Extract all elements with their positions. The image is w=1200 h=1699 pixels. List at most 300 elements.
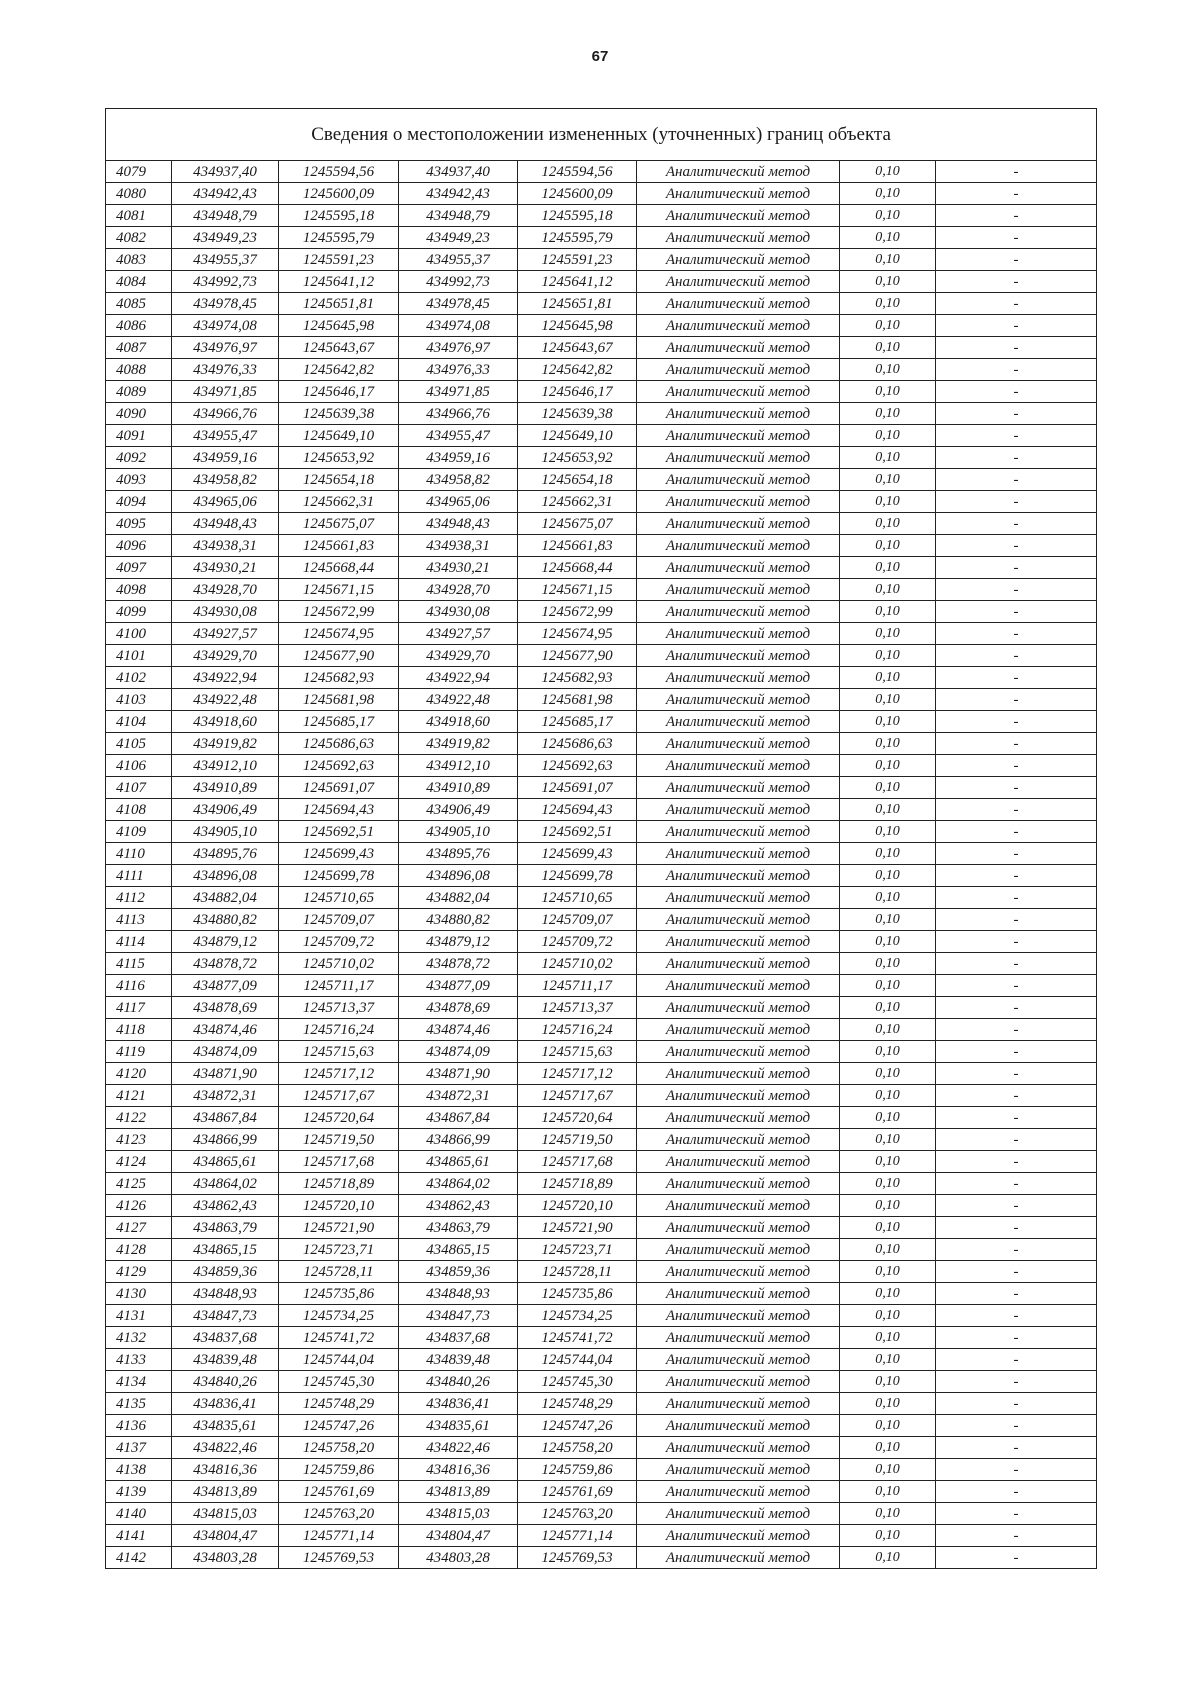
y-new-cell: 1245677,90 [518,645,637,667]
description-cell: - [936,293,1097,315]
precision-cell: 0,10 [840,1481,936,1503]
point-number-cell: 4089 [106,381,172,403]
x-old-cell: 434978,45 [172,293,279,315]
table-title-row [106,109,1097,161]
x-new-cell: 434938,31 [399,535,518,557]
method-cell: Аналитический метод [637,1327,840,1349]
description-cell: - [936,359,1097,381]
method-cell: Аналитический метод [637,865,840,887]
method-cell: Аналитический метод [637,953,840,975]
y-new-cell: 1245645,98 [518,315,637,337]
point-number-cell: 4099 [106,601,172,623]
precision-cell: 0,10 [840,183,936,205]
precision-cell: 0,10 [840,535,936,557]
description-cell: - [936,1129,1097,1151]
table-row [106,645,1097,667]
y-old-cell: 1245662,31 [279,491,399,513]
description-cell: - [936,1107,1097,1129]
point-number-cell: 4131 [106,1305,172,1327]
precision-cell: 0,10 [840,1107,936,1129]
table-row [106,755,1097,777]
description-cell: - [936,1547,1097,1569]
x-old-cell: 434976,97 [172,337,279,359]
method-cell: Аналитический метод [637,909,840,931]
y-old-cell: 1245763,20 [279,1503,399,1525]
y-new-cell: 1245758,20 [518,1437,637,1459]
point-number-cell: 4084 [106,271,172,293]
description-cell: - [936,975,1097,997]
point-number-cell: 4132 [106,1327,172,1349]
y-old-cell: 1245692,63 [279,755,399,777]
point-number-cell: 4101 [106,645,172,667]
method-cell: Аналитический метод [637,733,840,755]
y-old-cell: 1245595,18 [279,205,399,227]
method-cell: Аналитический метод [637,1393,840,1415]
x-old-cell: 434836,41 [172,1393,279,1415]
x-old-cell: 434971,85 [172,381,279,403]
x-old-cell: 434813,89 [172,1481,279,1503]
precision-cell: 0,10 [840,1041,936,1063]
precision-cell: 0,10 [840,1283,936,1305]
point-number-cell: 4129 [106,1261,172,1283]
table-row [106,249,1097,271]
precision-cell: 0,10 [840,469,936,491]
x-new-cell: 434878,72 [399,953,518,975]
description-cell: - [936,1019,1097,1041]
description-cell: - [936,447,1097,469]
x-old-cell: 434955,47 [172,425,279,447]
description-cell: - [936,1371,1097,1393]
y-new-cell: 1245675,07 [518,513,637,535]
y-new-cell: 1245715,63 [518,1041,637,1063]
x-new-cell: 434871,90 [399,1063,518,1085]
table-row [106,161,1097,183]
y-old-cell: 1245717,12 [279,1063,399,1085]
table-row [106,1547,1097,1569]
table-row [106,601,1097,623]
y-new-cell: 1245720,64 [518,1107,637,1129]
x-new-cell: 434959,16 [399,447,518,469]
description-cell: - [936,1217,1097,1239]
description-cell: - [936,601,1097,623]
method-cell: Аналитический метод [637,535,840,557]
precision-cell: 0,10 [840,623,936,645]
method-cell: Аналитический метод [637,359,840,381]
method-cell: Аналитический метод [637,1129,840,1151]
x-old-cell: 434906,49 [172,799,279,821]
method-cell: Аналитический метод [637,1525,840,1547]
method-cell: Аналитический метод [637,887,840,909]
y-old-cell: 1245686,63 [279,733,399,755]
description-cell: - [936,1173,1097,1195]
method-cell: Аналитический метод [637,1547,840,1569]
y-new-cell: 1245694,43 [518,799,637,821]
point-number-cell: 4100 [106,623,172,645]
point-number-cell: 4128 [106,1239,172,1261]
method-cell: Аналитический метод [637,403,840,425]
x-new-cell: 434976,33 [399,359,518,381]
method-cell: Аналитический метод [637,1437,840,1459]
precision-cell: 0,10 [840,1327,936,1349]
precision-cell: 0,10 [840,1437,936,1459]
point-number-cell: 4140 [106,1503,172,1525]
description-cell: - [936,887,1097,909]
y-old-cell: 1245709,07 [279,909,399,931]
x-new-cell: 434864,02 [399,1173,518,1195]
x-old-cell: 434878,69 [172,997,279,1019]
table-row [106,1393,1097,1415]
description-cell: - [936,865,1097,887]
y-new-cell: 1245672,99 [518,601,637,623]
y-old-cell: 1245595,79 [279,227,399,249]
y-new-cell: 1245747,26 [518,1415,637,1437]
method-cell: Аналитический метод [637,1503,840,1525]
point-number-cell: 4130 [106,1283,172,1305]
precision-cell: 0,10 [840,1371,936,1393]
x-old-cell: 434803,28 [172,1547,279,1569]
x-old-cell: 434948,43 [172,513,279,535]
table-row [106,425,1097,447]
method-cell: Аналитический метод [637,513,840,535]
table-row [106,865,1097,887]
x-new-cell: 434872,31 [399,1085,518,1107]
y-new-cell: 1245771,14 [518,1525,637,1547]
y-old-cell: 1245651,81 [279,293,399,315]
method-cell: Аналитический метод [637,667,840,689]
method-cell: Аналитический метод [637,1041,840,1063]
precision-cell: 0,10 [840,315,936,337]
description-cell: - [936,997,1097,1019]
point-number-cell: 4139 [106,1481,172,1503]
method-cell: Аналитический метод [637,601,840,623]
x-old-cell: 434816,36 [172,1459,279,1481]
y-old-cell: 1245681,98 [279,689,399,711]
table-row [106,1503,1097,1525]
method-cell: Аналитический метод [637,315,840,337]
description-cell: - [936,1437,1097,1459]
y-new-cell: 1245717,12 [518,1063,637,1085]
point-number-cell: 4094 [106,491,172,513]
method-cell: Аналитический метод [637,469,840,491]
precision-cell: 0,10 [840,1195,936,1217]
point-number-cell: 4095 [106,513,172,535]
table-row [106,205,1097,227]
y-old-cell: 1245674,95 [279,623,399,645]
x-new-cell: 434865,61 [399,1151,518,1173]
precision-cell: 0,10 [840,359,936,381]
description-cell: - [936,315,1097,337]
table-row [106,227,1097,249]
x-new-cell: 434919,82 [399,733,518,755]
x-new-cell: 434922,48 [399,689,518,711]
x-old-cell: 434922,94 [172,667,279,689]
x-new-cell: 434878,69 [399,997,518,1019]
y-old-cell: 1245675,07 [279,513,399,535]
y-new-cell: 1245720,10 [518,1195,637,1217]
x-new-cell: 434837,68 [399,1327,518,1349]
table-row [106,1239,1097,1261]
x-old-cell: 434862,43 [172,1195,279,1217]
description-cell: - [936,1525,1097,1547]
description-cell: - [936,821,1097,843]
x-new-cell: 434948,43 [399,513,518,535]
y-old-cell: 1245646,17 [279,381,399,403]
method-cell: Аналитический метод [637,447,840,469]
method-cell: Аналитический метод [637,1459,840,1481]
method-cell: Аналитический метод [637,1195,840,1217]
y-new-cell: 1245745,30 [518,1371,637,1393]
point-number-cell: 4103 [106,689,172,711]
table-row [106,293,1097,315]
x-old-cell: 434863,79 [172,1217,279,1239]
point-number-cell: 4113 [106,909,172,931]
table-row [106,1129,1097,1151]
x-new-cell: 434922,94 [399,667,518,689]
y-new-cell: 1245716,24 [518,1019,637,1041]
method-cell: Аналитический метод [637,1151,840,1173]
x-new-cell: 434815,03 [399,1503,518,1525]
y-old-cell: 1245745,30 [279,1371,399,1393]
y-old-cell: 1245747,26 [279,1415,399,1437]
y-old-cell: 1245710,65 [279,887,399,909]
boundary-coordinates-table [105,108,1097,1569]
x-old-cell: 434878,72 [172,953,279,975]
point-number-cell: 4088 [106,359,172,381]
table-row [106,513,1097,535]
point-number-cell: 4081 [106,205,172,227]
method-cell: Аналитический метод [637,1239,840,1261]
precision-cell: 0,10 [840,161,936,183]
y-old-cell: 1245769,53 [279,1547,399,1569]
y-new-cell: 1245685,17 [518,711,637,733]
x-new-cell: 434816,36 [399,1459,518,1481]
description-cell: - [936,1349,1097,1371]
y-old-cell: 1245691,07 [279,777,399,799]
method-cell: Аналитический метод [637,1261,840,1283]
table-row [106,315,1097,337]
y-new-cell: 1245759,86 [518,1459,637,1481]
y-old-cell: 1245682,93 [279,667,399,689]
description-cell: - [936,623,1097,645]
table-row [106,1459,1097,1481]
x-new-cell: 434859,36 [399,1261,518,1283]
y-new-cell: 1245717,67 [518,1085,637,1107]
description-cell: - [936,469,1097,491]
y-old-cell: 1245716,24 [279,1019,399,1041]
precision-cell: 0,10 [840,667,936,689]
table-row [106,491,1097,513]
x-old-cell: 434840,26 [172,1371,279,1393]
table-row [106,777,1097,799]
description-cell: - [936,381,1097,403]
point-number-cell: 4102 [106,667,172,689]
y-old-cell: 1245641,12 [279,271,399,293]
point-number-cell: 4091 [106,425,172,447]
table-row [106,271,1097,293]
precision-cell: 0,10 [840,887,936,909]
y-old-cell: 1245717,68 [279,1151,399,1173]
y-new-cell: 1245639,38 [518,403,637,425]
x-new-cell: 434867,84 [399,1107,518,1129]
point-number-cell: 4086 [106,315,172,337]
method-cell: Аналитический метод [637,1283,840,1305]
y-old-cell: 1245741,72 [279,1327,399,1349]
x-new-cell: 434874,09 [399,1041,518,1063]
y-old-cell: 1245728,11 [279,1261,399,1283]
y-old-cell: 1245735,86 [279,1283,399,1305]
point-number-cell: 4096 [106,535,172,557]
table-row [106,733,1097,755]
y-new-cell: 1245591,23 [518,249,637,271]
x-new-cell: 434965,06 [399,491,518,513]
precision-cell: 0,10 [840,337,936,359]
x-new-cell: 434866,99 [399,1129,518,1151]
precision-cell: 0,10 [840,1217,936,1239]
y-new-cell: 1245711,17 [518,975,637,997]
precision-cell: 0,10 [840,1239,936,1261]
y-old-cell: 1245771,14 [279,1525,399,1547]
x-old-cell: 434879,12 [172,931,279,953]
table-row [106,1019,1097,1041]
description-cell: - [936,777,1097,799]
table-row [106,1305,1097,1327]
y-new-cell: 1245709,07 [518,909,637,931]
y-new-cell: 1245710,02 [518,953,637,975]
x-new-cell: 434879,12 [399,931,518,953]
x-old-cell: 434976,33 [172,359,279,381]
y-old-cell: 1245748,29 [279,1393,399,1415]
x-old-cell: 434930,21 [172,557,279,579]
precision-cell: 0,10 [840,513,936,535]
table-row [106,1525,1097,1547]
description-cell: - [936,161,1097,183]
x-new-cell: 434813,89 [399,1481,518,1503]
y-new-cell: 1245682,93 [518,667,637,689]
y-old-cell: 1245672,99 [279,601,399,623]
x-new-cell: 434836,41 [399,1393,518,1415]
table-row [106,1151,1097,1173]
x-new-cell: 434905,10 [399,821,518,843]
table-row [106,403,1097,425]
table-row [106,843,1097,865]
point-number-cell: 4118 [106,1019,172,1041]
x-old-cell: 434835,61 [172,1415,279,1437]
method-cell: Аналитический метод [637,579,840,601]
x-old-cell: 434847,73 [172,1305,279,1327]
description-cell: - [936,1063,1097,1085]
description-cell: - [936,1151,1097,1173]
method-cell: Аналитический метод [637,337,840,359]
x-old-cell: 434948,79 [172,205,279,227]
x-new-cell: 434974,08 [399,315,518,337]
method-cell: Аналитический метод [637,1305,840,1327]
x-new-cell: 434992,73 [399,271,518,293]
y-new-cell: 1245662,31 [518,491,637,513]
y-old-cell: 1245649,10 [279,425,399,447]
description-cell: - [936,557,1097,579]
point-number-cell: 4085 [106,293,172,315]
method-cell: Аналитический метод [637,1063,840,1085]
description-cell: - [936,1261,1097,1283]
y-old-cell: 1245671,15 [279,579,399,601]
description-cell: - [936,1415,1097,1437]
description-cell: - [936,425,1097,447]
precision-cell: 0,10 [840,1063,936,1085]
point-number-cell: 4124 [106,1151,172,1173]
x-new-cell: 434976,97 [399,337,518,359]
method-cell: Аналитический метод [637,755,840,777]
x-new-cell: 434955,47 [399,425,518,447]
table-body [106,161,1097,1569]
x-old-cell: 434874,09 [172,1041,279,1063]
table-row [106,535,1097,557]
description-cell: - [936,271,1097,293]
x-new-cell: 434847,73 [399,1305,518,1327]
method-cell: Аналитический метод [637,1019,840,1041]
table-row [106,711,1097,733]
point-number-cell: 4097 [106,557,172,579]
y-old-cell: 1245723,71 [279,1239,399,1261]
method-cell: Аналитический метод [637,1085,840,1107]
method-cell: Аналитический метод [637,1107,840,1129]
x-new-cell: 434910,89 [399,777,518,799]
description-cell: - [936,579,1097,601]
precision-cell: 0,10 [840,557,936,579]
point-number-cell: 4136 [106,1415,172,1437]
precision-cell: 0,10 [840,425,936,447]
table-row [106,1217,1097,1239]
point-number-cell: 4142 [106,1547,172,1569]
method-cell: Аналитический метод [637,161,840,183]
x-old-cell: 434837,68 [172,1327,279,1349]
method-cell: Аналитический метод [637,271,840,293]
y-old-cell: 1245758,20 [279,1437,399,1459]
x-old-cell: 434942,43 [172,183,279,205]
x-old-cell: 434865,15 [172,1239,279,1261]
x-new-cell: 434918,60 [399,711,518,733]
description-cell: - [936,249,1097,271]
x-new-cell: 434822,46 [399,1437,518,1459]
precision-cell: 0,10 [840,1393,936,1415]
point-number-cell: 4110 [106,843,172,865]
y-old-cell: 1245744,04 [279,1349,399,1371]
point-number-cell: 4135 [106,1393,172,1415]
table-row [106,909,1097,931]
y-new-cell: 1245661,83 [518,535,637,557]
y-old-cell: 1245692,51 [279,821,399,843]
x-new-cell: 434882,04 [399,887,518,909]
x-old-cell: 434974,08 [172,315,279,337]
description-cell: - [936,1305,1097,1327]
precision-cell: 0,10 [840,997,936,1019]
x-old-cell: 434912,10 [172,755,279,777]
table-row [106,953,1097,975]
description-cell: - [936,909,1097,931]
y-new-cell: 1245643,67 [518,337,637,359]
y-old-cell: 1245591,23 [279,249,399,271]
precision-cell: 0,10 [840,271,936,293]
point-number-cell: 4093 [106,469,172,491]
x-old-cell: 434871,90 [172,1063,279,1085]
x-new-cell: 434930,08 [399,601,518,623]
x-new-cell: 434906,49 [399,799,518,821]
description-cell: - [936,733,1097,755]
precision-cell: 0,10 [840,491,936,513]
method-cell: Аналитический метод [637,183,840,205]
precision-cell: 0,10 [840,821,936,843]
description-cell: - [936,667,1097,689]
description-cell: - [936,183,1097,205]
